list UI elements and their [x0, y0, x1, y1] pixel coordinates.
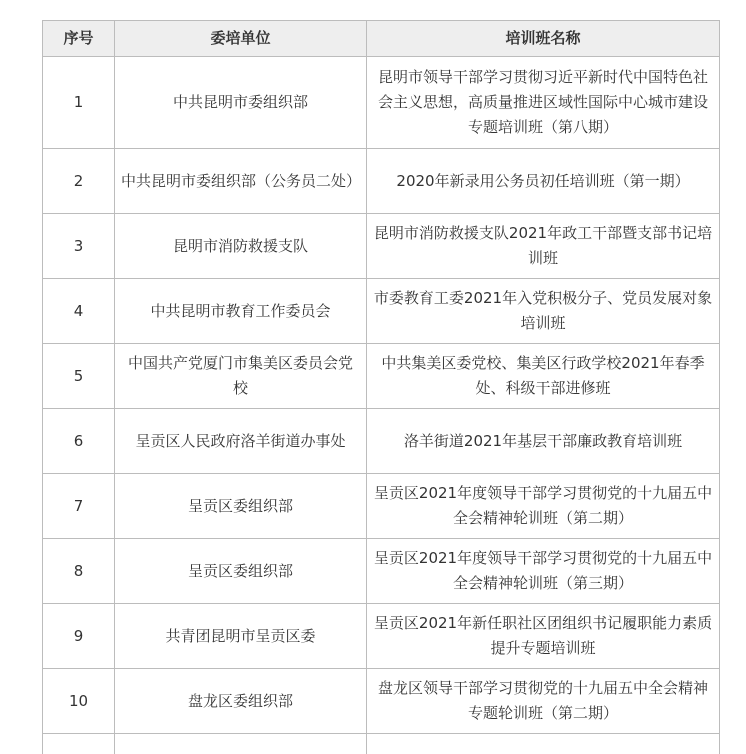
row-commissioning-unit: 呈贡区人民政府洛羊街道办事处	[115, 409, 367, 474]
row-training-class-name: 昆明市消防救援支队2021年政工干部暨支部书记培训班	[367, 214, 720, 279]
table-row	[43, 539, 720, 604]
table-row	[43, 57, 720, 149]
row-training-class-name: 呈贡区2021年度领导干部学习贯彻党的十九届五中全会精神轮训班（第三期）	[367, 539, 720, 604]
row-serial-number: 3	[43, 214, 115, 279]
table-row	[43, 604, 720, 669]
row-commissioning-unit: 呈贡区委组织部	[115, 474, 367, 539]
table-row	[43, 279, 720, 344]
row-serial-number: 4	[43, 279, 115, 344]
table-row	[43, 344, 720, 409]
table-row	[43, 149, 720, 214]
row-commissioning-unit: 盘龙区委组织部	[115, 669, 367, 734]
row-serial-number: 7	[43, 474, 115, 539]
row-serial-number: 5	[43, 344, 115, 409]
row-commissioning-unit: 呈贡区委组织部	[115, 539, 367, 604]
row-commissioning-unit: 中共昆明市教育工作委员会	[115, 279, 367, 344]
table-row	[43, 474, 720, 539]
row-training-class-name: 呈贡区2021年新任职社区团组织书记履职能力素质提升专题培训班	[367, 604, 720, 669]
row-serial-number: 6	[43, 409, 115, 474]
row-commissioning-unit: 昆明市消防救援支队	[115, 214, 367, 279]
training-class-table	[42, 20, 720, 754]
row-serial-number: 10	[43, 669, 115, 734]
row-training-class-name: 洛羊街道2021年基层干部廉政教育培训班	[367, 409, 720, 474]
row-commissioning-unit: 中共昆明市委组织部	[115, 57, 367, 149]
row-serial-number: 9	[43, 604, 115, 669]
partial-cell	[367, 734, 720, 754]
header-serial-number: 序号	[43, 21, 115, 57]
row-training-class-name: 2020年新录用公务员初任培训班（第一期）	[367, 149, 720, 214]
header-training-class-name: 培训班名称	[367, 21, 720, 57]
header-commissioning-unit: 委培单位	[115, 21, 367, 57]
row-serial-number: 2	[43, 149, 115, 214]
row-commissioning-unit: 中共昆明市委组织部（公务员二处）	[115, 149, 367, 214]
table-row-partial	[43, 734, 720, 754]
row-training-class-name: 呈贡区2021年度领导干部学习贯彻党的十九届五中全会精神轮训班（第二期）	[367, 474, 720, 539]
table-header-row	[43, 21, 720, 57]
row-training-class-name: 中共集美区委党校、集美区行政学校2021年春季处、科级干部进修班	[367, 344, 720, 409]
partial-cell	[115, 734, 367, 754]
row-commissioning-unit: 中国共产党厦门市集美区委员会党校	[115, 344, 367, 409]
row-training-class-name: 盘龙区领导干部学习贯彻党的十九届五中全会精神专题轮训班（第二期）	[367, 669, 720, 734]
row-training-class-name: 昆明市领导干部学习贯彻习近平新时代中国特色社会主义思想，高质量推进区域性国际中心城市建设专题培训班（第八期）	[367, 57, 720, 149]
table-row	[43, 669, 720, 734]
training-table-container	[42, 20, 719, 754]
partial-cell	[43, 734, 115, 754]
table-row	[43, 409, 720, 474]
row-serial-number: 1	[43, 57, 115, 149]
row-serial-number: 8	[43, 539, 115, 604]
row-training-class-name: 市委教育工委2021年入党积极分子、党员发展对象培训班	[367, 279, 720, 344]
table-row	[43, 214, 720, 279]
row-commissioning-unit: 共青团昆明市呈贡区委	[115, 604, 367, 669]
